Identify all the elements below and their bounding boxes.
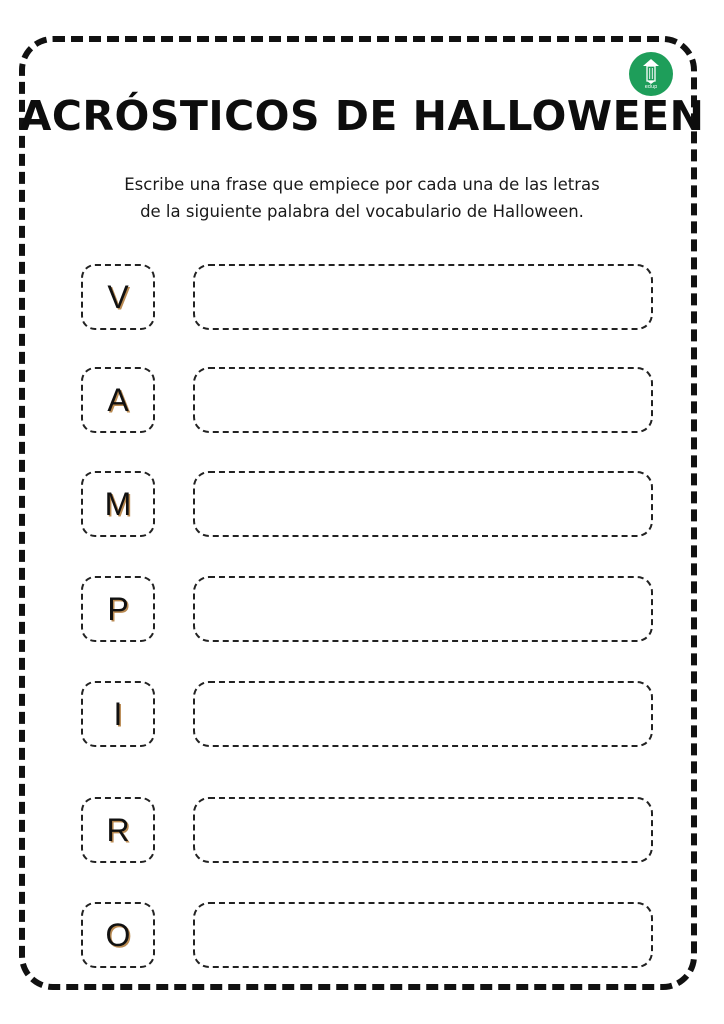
letter-box: A — [81, 367, 155, 433]
logo-text: edup — [644, 84, 658, 90]
letter-box: V — [81, 264, 155, 330]
answer-box[interactable] — [193, 902, 653, 968]
answer-box[interactable] — [193, 797, 653, 863]
instructions-line-1: Escribe una frase que empiece por cada una de las letras — [124, 175, 600, 194]
acrostic-row-7 — [81, 902, 653, 968]
pencil-house-icon — [642, 58, 660, 84]
answer-box[interactable] — [193, 367, 653, 433]
acrostic-row-4 — [81, 576, 653, 642]
instructions-line-2: de la siguiente palabra del vocabulario de Halloween. — [140, 202, 584, 221]
page-title: ACRÓSTICOS DE HALLOWEEN — [19, 92, 705, 140]
answer-box[interactable] — [193, 576, 653, 642]
acrostic-row-3 — [81, 471, 653, 537]
letter-box: M — [81, 471, 155, 537]
letter-box: I — [81, 681, 155, 747]
acrostic-row-6 — [81, 797, 653, 863]
letter-box: P — [81, 576, 155, 642]
acrostic-row-5 — [81, 681, 653, 747]
brand-logo — [629, 52, 673, 96]
letter-box: O — [81, 902, 155, 968]
instructions — [60, 171, 664, 225]
answer-box[interactable] — [193, 471, 653, 537]
answer-box[interactable] — [193, 681, 653, 747]
acrostic-row-1 — [81, 264, 653, 330]
letter-box: R — [81, 797, 155, 863]
acrostic-row-2 — [81, 367, 653, 433]
answer-box[interactable] — [193, 264, 653, 330]
